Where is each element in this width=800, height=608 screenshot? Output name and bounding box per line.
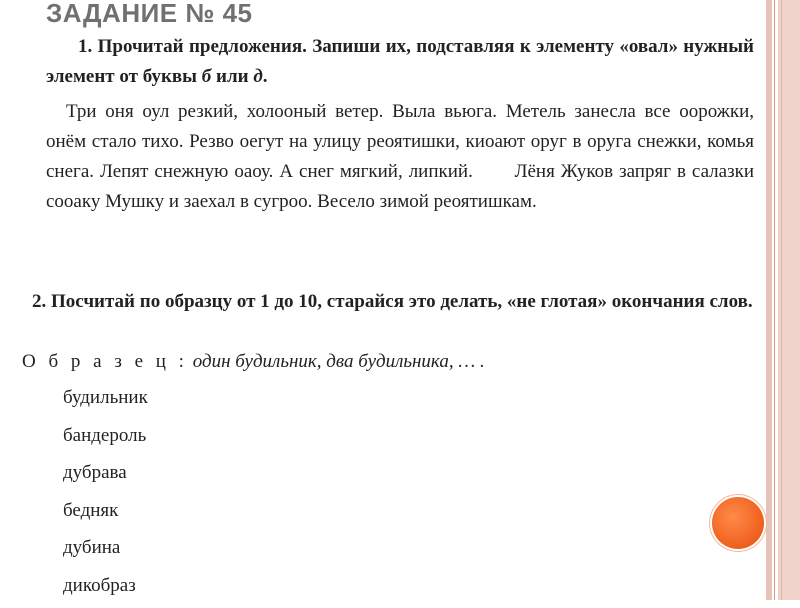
task1-text: Три оня оул резкий, холооный ветер. Выла вьюга. Метель занесла все оорожки, онём стало тихо. Резво оегут на улицу реоятишки, киоают оруг в оруга снежки, комья снега. Лепят снежную оаоу. А снег мягкий, липкий. Лёня Жуков запряг в салазки соoаку Мушку и заехал в сугроо. Весело зимой реоятишкам. bbox=[46, 97, 754, 217]
letter-d: д bbox=[253, 66, 262, 87]
sample-line bbox=[22, 347, 485, 377]
page-title: ЗАДАНИЕ № 45 bbox=[46, 0, 252, 29]
task1-instruction bbox=[46, 32, 754, 92]
decorative-right-border bbox=[766, 0, 800, 600]
list-item: бедняк bbox=[63, 496, 148, 534]
word-list bbox=[63, 383, 148, 608]
list-item: бандероль bbox=[63, 421, 148, 459]
list-item: дубина bbox=[63, 533, 148, 571]
task2-instruction: 2. Посчитай по образцу от 1 до 10, старайся это делать, «не глотая» окончания слов. bbox=[32, 287, 754, 317]
instruction-or: или bbox=[211, 66, 253, 87]
instruction-end: . bbox=[263, 66, 268, 87]
orange-circle-decoration bbox=[712, 497, 764, 549]
sample-example: один будильник, два будильника, … . bbox=[193, 351, 485, 372]
sample-label: О б р а з е ц : bbox=[22, 351, 188, 372]
task1-instruction-text: 1. Прочитай предложения. Запиши их, подставляя к элементу «овал» нужный элемент от буквы bbox=[46, 36, 754, 87]
list-item: дикобраз bbox=[63, 571, 148, 608]
letter-b: б bbox=[202, 66, 211, 87]
list-item: дубрава bbox=[63, 458, 148, 496]
list-item: будильник bbox=[63, 383, 148, 421]
